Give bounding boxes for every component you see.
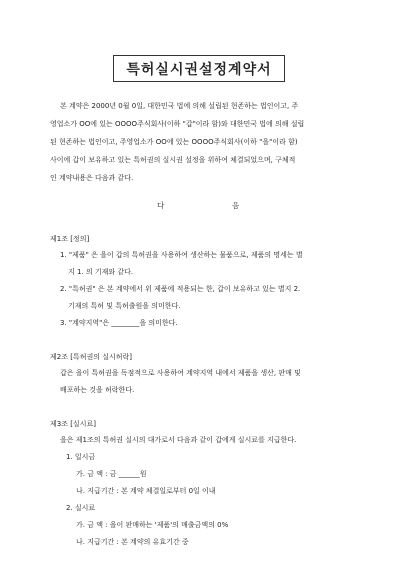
article3-line: 나. 지급기간 : 본 계약의 유효기간 중 xyxy=(76,538,189,546)
article1-heading: 제1조 [정의] xyxy=(50,235,90,243)
article3-line: 나. 지급기간 : 본 계약 체결일로부터 0일 이내 xyxy=(76,487,216,495)
article2-heading: 제2조 [특허권의 실시허락] xyxy=(50,353,132,361)
article2-line: 배포하는 것을 허락한다. xyxy=(60,386,135,394)
heading-eum: 음 xyxy=(232,201,240,210)
article1-item: 지 1. 의 기재와 같다. xyxy=(68,268,134,276)
article1-item: 기재의 특허 및 특허출원을 의미한다. xyxy=(68,302,181,310)
article3-line: 1. 일시금 xyxy=(66,453,96,461)
document-title: 특허실시권설정계약서 xyxy=(113,55,285,82)
article1-item: 1. "제품" 은 을이 갑의 특허권을 사용하여 생산하는 물품으로, 제품의 명세는 별 xyxy=(60,251,303,259)
article3-line: 2. 실시료 xyxy=(66,504,96,512)
intro-line: 본 계약은 2000년 0월 0일, 대한민국 법에 의해 설립된 현존하는 법인이고, 주 xyxy=(60,102,299,110)
article3-line: 가. 금 액 : 금 ______원 xyxy=(76,470,147,478)
article3-heading: 제3조 [실시료] xyxy=(50,420,96,428)
intro-line: 영업소가 OO에 있는 OOOO주식회사(이하 "갑"이라 함)와 대한민국 법에 의해 설립 xyxy=(50,120,305,128)
intro-line: 사이에 갑이 보유하고 있는 특허권의 실시권 설정을 위하여 체결되었으며, 구체적 xyxy=(50,156,296,164)
heading-da: 다 xyxy=(157,201,165,210)
article1-item: 3. "계약지역"은 ________을 의미한다. xyxy=(60,319,178,327)
article1-item: 2. "특허권" 은 본 계약에서 위 제품에 적용되는 한, 갑이 보유하고 있는 별지 2. xyxy=(60,285,301,293)
intro-line: 인 계약내용은 다음과 같다. xyxy=(50,174,134,182)
intro-line: 된 현존하는 법인이고, 주영업소가 OO에 있는 OOOO주식회사(이하 "을"이라 함) xyxy=(50,138,298,146)
article2-line: 갑은 을이 특허권을 독점적으로 사용하여 계약지역 내에서 제품을 생산, 판매 및 xyxy=(60,369,301,377)
article3-line: 을은 제1조의 특허권 실시의 대가로서 다음과 같이 갑에게 실시료를 지급한다. xyxy=(60,436,297,444)
article3-line: 가. 금 액 : 을이 판매하는 '제품'의 매출금액의 0% xyxy=(76,521,229,529)
intro-paragraph xyxy=(50,97,370,187)
